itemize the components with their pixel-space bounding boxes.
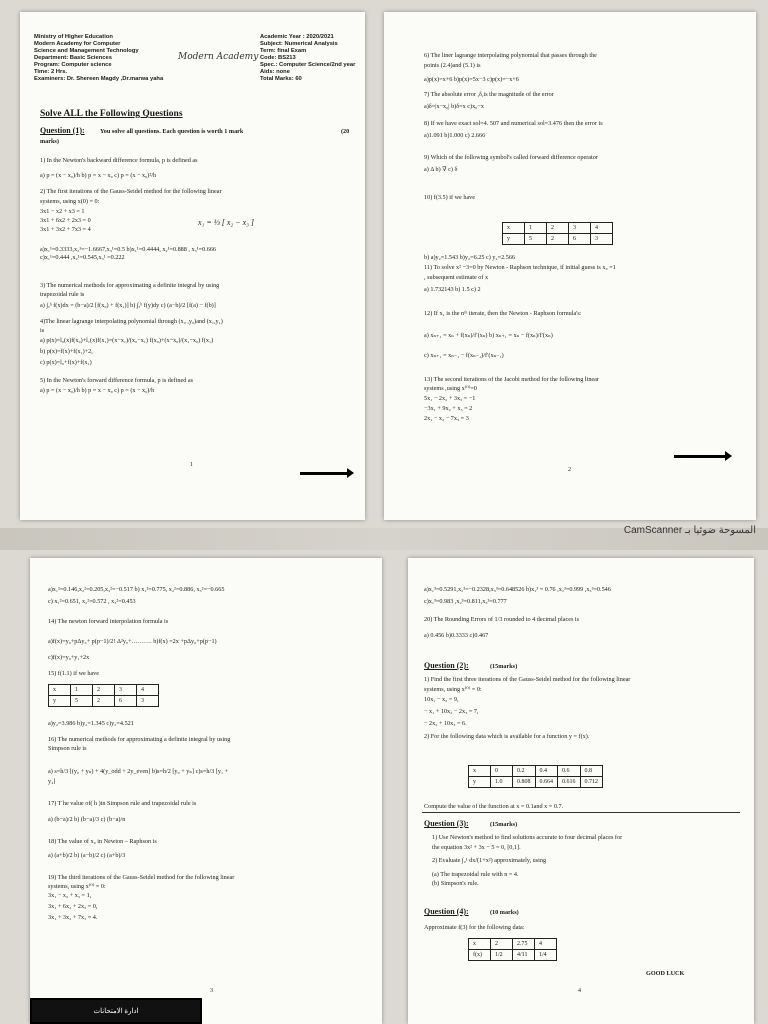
table-cell: 2 <box>547 223 569 234</box>
table-cell: 6 <box>115 696 137 707</box>
text-line: Subject: Numerical Analysis <box>260 41 338 47</box>
text-line: 2) Evaluate ∫₀¹ dx/(1+x²) approximately, using <box>432 857 547 864</box>
text-line: − 2x₂ + 10x₃ = 6. <box>424 720 467 727</box>
text-line: systems ,using x⁽⁰⁾=0 <box>424 385 477 392</box>
text-line: a) Δ b) ∇ c) δ <box>424 166 458 173</box>
text-line: a) p(x)=l₀(x)f(x₀)+l₁(x)f(x₁)=(x−x₁)/(x₀−x₁) f(x₀)+(x−x₀)/(x₁−x₀) f(x₁) <box>40 337 214 344</box>
table-cell: 6 <box>569 234 591 245</box>
text-line: trapezoidal rule is <box>40 291 85 298</box>
text-line: 6) The liner lagrange interpolating polynomial that passes through the <box>424 52 597 59</box>
table-cell: 0.2 <box>513 766 536 777</box>
question-4-marks: (10 marks) <box>490 909 519 916</box>
table-cell: 0.664 <box>535 777 558 788</box>
text-line: Total Marks: 60 <box>260 76 302 82</box>
question-1-heading: Question (1): <box>40 126 85 135</box>
table-row <box>49 696 159 707</box>
table-row <box>503 223 613 234</box>
table-cell: 1 <box>71 685 93 696</box>
text-line: 4)The linear lagrange interpolating polynomial through (x₀ ,y₀)and (x₁,y₁) <box>40 318 223 325</box>
text-line: systems, using x⁽⁰⁾ = 0: <box>424 686 482 693</box>
table-cell: 1/4 <box>535 950 557 961</box>
table-row <box>469 950 557 961</box>
table-cell: 1 <box>525 223 547 234</box>
text-line: c) x₁²=0.651, x₂²=0.572 , x₃²=0.453 <box>48 598 136 605</box>
text-line: 8) If we have exact sol=4. 507 and numerical sol=3.476 then the error is <box>424 120 603 127</box>
exam-page-3 <box>30 558 382 1024</box>
text-line: points (2.4)and (5.1) is <box>424 62 481 69</box>
text-line: a)y₂=3.986 b)y₂=1.345 c)y₂=4.521 <box>48 720 134 727</box>
text-line: 10x₁ − x₂ = 9, <box>424 696 459 703</box>
text-line: a) p = (x − x₀)/h b) p = x − x₀ c) p = (x − x₀)/h <box>40 387 155 394</box>
text-line: a) xₙ₊₁ = xₙ + f(xₙ)/f′(xₙ) b) xₙ₊₁ = xₙ − f(xₙ)/f′(xₙ) <box>424 332 553 339</box>
table-row <box>469 777 603 788</box>
text-line: a) (b−a)/2 b) (b−a)/3 c) (b−a)/n <box>48 816 126 823</box>
exam-title: Solve ALL the Following Questions <box>40 109 183 119</box>
text-line: the equation 3x² + 3x − 5 = 0, [0,1]. <box>432 844 521 851</box>
next-page-arrow <box>674 455 726 458</box>
text-line: Term: final Exam <box>260 48 307 54</box>
exam-page-2 <box>384 12 756 520</box>
table-cell: 0.8 <box>580 766 603 777</box>
question-2-heading: Question (2): <box>424 661 469 670</box>
table-cell: x <box>49 685 71 696</box>
text-line: a)p(x)=x+6 b)p(x)=5x−3 c)p(x)=−x+6 <box>424 76 519 83</box>
question-4-heading: Question (4): <box>424 907 469 916</box>
text-line: , subsequent estimate of x <box>424 274 489 281</box>
table-cell: y <box>469 777 491 788</box>
table-cell: x <box>469 766 491 777</box>
text-line: c)x₁³=0.983 ,x₂³=0.811,x₃³=0.777 <box>424 598 507 605</box>
divider <box>422 812 740 813</box>
text-line: a)f(x)=y₀+pΔy₀+ p(p−1)/2! Δ²y₀+………. b)f(x) =2x +pΔy₀+p(p−1) <box>48 638 217 645</box>
text-line: 7) The absolute error ,δ,is the magnitude of the error <box>424 91 554 98</box>
text-line: Spec.: Computer Science/2nd year <box>260 62 356 68</box>
handwritten-note: x₁ = ⅓ [ x₂ − x₃ ] <box>198 218 255 227</box>
table-cell: 2 <box>93 685 115 696</box>
text-line: a) s=h/3 [(y₀ + yₙ) + 4(y_odd + 2y_even] b)s=h/2 [y₀ + yₙ] c)s=h/3 [y₁ + <box>48 768 229 775</box>
text-line: a) 1.732143 b) 1.5 c) 2 <box>424 286 481 293</box>
text-line: 2) For the following data which is available for a function y = f(x). <box>424 733 590 740</box>
text-line: Science and Management Technology <box>34 48 139 54</box>
text-line: c) xₙ₊₁ = xₙ₋₁ − f(xₙ₋₁)/f′(xₙ₋₁) <box>424 352 504 359</box>
text-line: 17) T he value of( h )in Simpson rule and trapezoidal rule is <box>48 800 197 807</box>
text-line: c)f(x)=y₀+y₁+2x <box>48 654 90 661</box>
table-cell: f(x) <box>469 950 491 961</box>
text-line: systems, using x⁽⁰⁾ = 0: <box>48 883 106 890</box>
table-cell: 0.616 <box>558 777 581 788</box>
text-line: 3x1 + 3x2 + 7x3 = 4 <box>40 226 91 233</box>
text-line: 1) Use Newton's method to find solutions accurate to four decimal places for <box>432 834 623 841</box>
text-line: 1) Find the first three iterations of the Gauss-Seidel method for the following linear <box>424 676 631 683</box>
table-cell: 3 <box>569 223 591 234</box>
text-line: 10) f(3.5) if we have <box>424 194 476 201</box>
page-number: 2 <box>568 467 571 473</box>
question-3-heading: Question (3): <box>424 819 469 828</box>
table-cell: 2 <box>491 939 513 950</box>
text-line: − x₁ + 10x₂ − 2x₃ = 7, <box>424 708 479 715</box>
text-line: 5x₁ − 2x₂ + 3x₃ = −1 <box>424 395 476 402</box>
table-cell: 1/2 <box>491 950 513 961</box>
text-line: 14) The newton forward interpolation formula is <box>48 618 169 625</box>
text-line: Examiners: Dr. Shereen Magdy ,Dr.marwa yaha <box>34 76 164 82</box>
text-line: Aids: none <box>260 69 290 75</box>
text-line: 5) In the Newton's forward difference formula, p is defined as <box>40 377 194 384</box>
academy-logo: Modern Academy <box>178 52 259 62</box>
table-cell: 0.808 <box>513 777 536 788</box>
text-line: Time: 2 Hrs. <box>34 69 68 75</box>
question-4-text: Approximate f(3) for the following data: <box>424 924 525 931</box>
table-cell: 0.712 <box>580 777 603 788</box>
text-line: y₄] <box>48 778 56 785</box>
text-line: Program: Computer science <box>34 62 112 68</box>
table-cell: 4 <box>137 685 159 696</box>
text-line: a)x₁³=0.5291,x₂³=−0.2328,x₃³=0.648526 b)x₁³ = 0.76 ,x₂³=0.999 ,x₃³=0.546 <box>424 586 611 593</box>
text-line: 1) In the Newton's backward difference formula, p is defined as <box>40 157 198 164</box>
question-2-marks: (15marks) <box>490 663 518 670</box>
text-line: 12) If x₁ is the nᵗʰ iterate, then the Newton - Raphson formula's: <box>424 310 582 317</box>
text-line: Code: BS213 <box>260 55 296 61</box>
table-cell: 5 <box>71 696 93 707</box>
text-line: (a) The trapezoidal rule with n = 4. <box>432 871 519 878</box>
text-line: Simpson rule is <box>48 745 87 752</box>
text-line: a)x₁²=0.146,x₂²=0.205,x₃²=−0.517 b) x₁²=0.775, x₂²=0.886, x₃²=−0.665 <box>48 586 225 593</box>
question-3-marks: (15marks) <box>490 821 518 828</box>
table-cell: 3 <box>137 696 159 707</box>
text-line: b) p(x)=f(x)+f(x₁)+2, <box>40 348 93 355</box>
table-cell: 0 <box>491 766 513 777</box>
good-luck: GOOD LUCK <box>646 970 685 977</box>
text-line: 3x₁ + 6x₂ + 2x₃ = 0, <box>48 903 98 910</box>
text-line: a) (a+b)/2 b) (a−b)/2 c) (a+b)/3 <box>48 852 126 859</box>
table-cell: y <box>49 696 71 707</box>
table-cell: 3 <box>115 685 137 696</box>
data-table-q4 <box>468 938 557 961</box>
question-1-marks: (20 <box>341 128 350 135</box>
text-line: 3) The numerical methods for approximating a definite integral by using <box>40 282 220 289</box>
table-cell: 0.4 <box>535 766 558 777</box>
page-number: 4 <box>578 988 581 994</box>
text-line: 20) The Rounding Errors of 1/3 rounded to 4 decimal places is <box>424 616 580 623</box>
table-cell: 4 <box>591 223 613 234</box>
exam-office-stamp: ادارة الامتحانات <box>30 998 202 1024</box>
table-cell: 0.6 <box>558 766 581 777</box>
table-cell: 2 <box>547 234 569 245</box>
text-line: 3x1 − x2 + x3 = 1 <box>40 208 85 215</box>
exam-page-1 <box>20 12 365 520</box>
question-1-marks-cont: marks) <box>40 138 59 145</box>
text-line: 16) The numerical methods for approximating a definite integral by using <box>48 736 231 743</box>
table-cell: 5 <box>525 234 547 245</box>
text-line: a) 0.456 b)0.3333 c)0.467 <box>424 632 489 639</box>
table-cell: y <box>503 234 525 245</box>
text-line: a)x₁¹=0.3333,x₂¹=−1.6667,x₃¹=0.5 b)x₁¹=0.4444, x₂¹=0.888 , x₃¹=0.666 <box>40 246 217 253</box>
text-line: 3x₁ + 3x₂ + 7x₃ = 4. <box>48 914 98 921</box>
text-line: systems, using x(0) = 0: <box>40 198 100 205</box>
table-cell: 4 <box>535 939 557 950</box>
text-line: 11) To solve x² −3=0 by Newton - Raphson technique, if initial guess is x₀ =1 <box>424 264 616 271</box>
text-line: 9) Which of the following symbol's called forward difference operator <box>424 154 598 161</box>
data-table-q2 <box>468 765 603 788</box>
text-line: a) p = (x − x₀)/h b) p = x − x₀ c) p = (x − x₀)²/h <box>40 172 157 179</box>
data-table-q10 <box>502 222 613 245</box>
table-row <box>469 766 603 777</box>
text-line: 13) The second iterations of the Jacobi method for the following linear <box>424 376 599 383</box>
text-line: −3x₁ + 9x₂ + x₃ = 2 <box>424 405 473 412</box>
table-row <box>49 685 159 696</box>
text-line: Modern Academy for Computer <box>34 41 121 47</box>
table-row <box>503 234 613 245</box>
text-line: 2) The first iterations of the Gauss-Seidel method for the following linear <box>40 188 222 195</box>
text-line: b) a)y₂=1.543 b)y₂=6.25 c) y₂=2.566 <box>424 254 516 261</box>
page-number: 1 <box>190 462 193 468</box>
table-cell: 2 <box>93 696 115 707</box>
table-cell: 2.75 <box>513 939 535 950</box>
text-line: c)x₁¹=0.444 ,x₂¹=0.545,x₃¹ =0.222 <box>40 254 125 261</box>
text-line: 2x₁ − x₂ − 7x₃ = 3 <box>424 415 469 422</box>
text-line: 18) The value of x₀ in Newton – Raphson is <box>48 838 157 845</box>
text-line: is <box>40 327 45 334</box>
text-line: 3x1 + 6x2 + 2x3 = 0 <box>40 217 91 224</box>
exam-page-4 <box>408 558 754 1024</box>
next-page-arrow <box>300 472 348 475</box>
text-line: 15) f(1.1) if we have <box>48 670 100 677</box>
text-line: (b) Simpson's rule. <box>432 880 479 887</box>
table-cell: 3 <box>591 234 613 245</box>
text-line: Ministry of Higher Education <box>34 34 113 40</box>
table-cell: x <box>469 939 491 950</box>
table-row <box>469 939 557 950</box>
text-line: c) p(x)=l₀+f(x)+f(x₁) <box>40 359 92 366</box>
text-line: a)1.091 b)1.000 c) 2.666 <box>424 132 486 139</box>
page-number: 3 <box>210 988 213 994</box>
table-cell: 4/11 <box>513 950 535 961</box>
text-line: 3x₁ − x₂ + x₃ = 1, <box>48 892 92 899</box>
text-line: Academic Year : 2020/2021 <box>260 34 334 40</box>
table-cell: 1.0 <box>491 777 513 788</box>
text-line: a) ∫ₐᵇ f(x)dx = (b−a)/2 [f(x₀) + f(x₁)] b) ∫ₐᵇ f(y)dy c) (a−b)/2 [f(a) − f(b)] <box>40 302 216 309</box>
text-line: a)δ=|x−x₀| b)δ=x c)x₀−x <box>424 103 484 110</box>
question-2-compute: Compute the value of the function at x = 0.1and x = 0.7. <box>424 803 564 810</box>
scanner-watermark: CamScanner المسوحة ضوئيا بـ <box>623 525 756 536</box>
text-line: Department: Basic Sciences <box>34 55 112 61</box>
data-table-q15 <box>48 684 159 707</box>
text-line: 19) The third iterations of the Gauss-Seidel method for the following linear <box>48 874 235 881</box>
table-cell: x <box>503 223 525 234</box>
question-1-instructions: You solve all questions. Each question is worth 1 mark <box>100 128 244 135</box>
